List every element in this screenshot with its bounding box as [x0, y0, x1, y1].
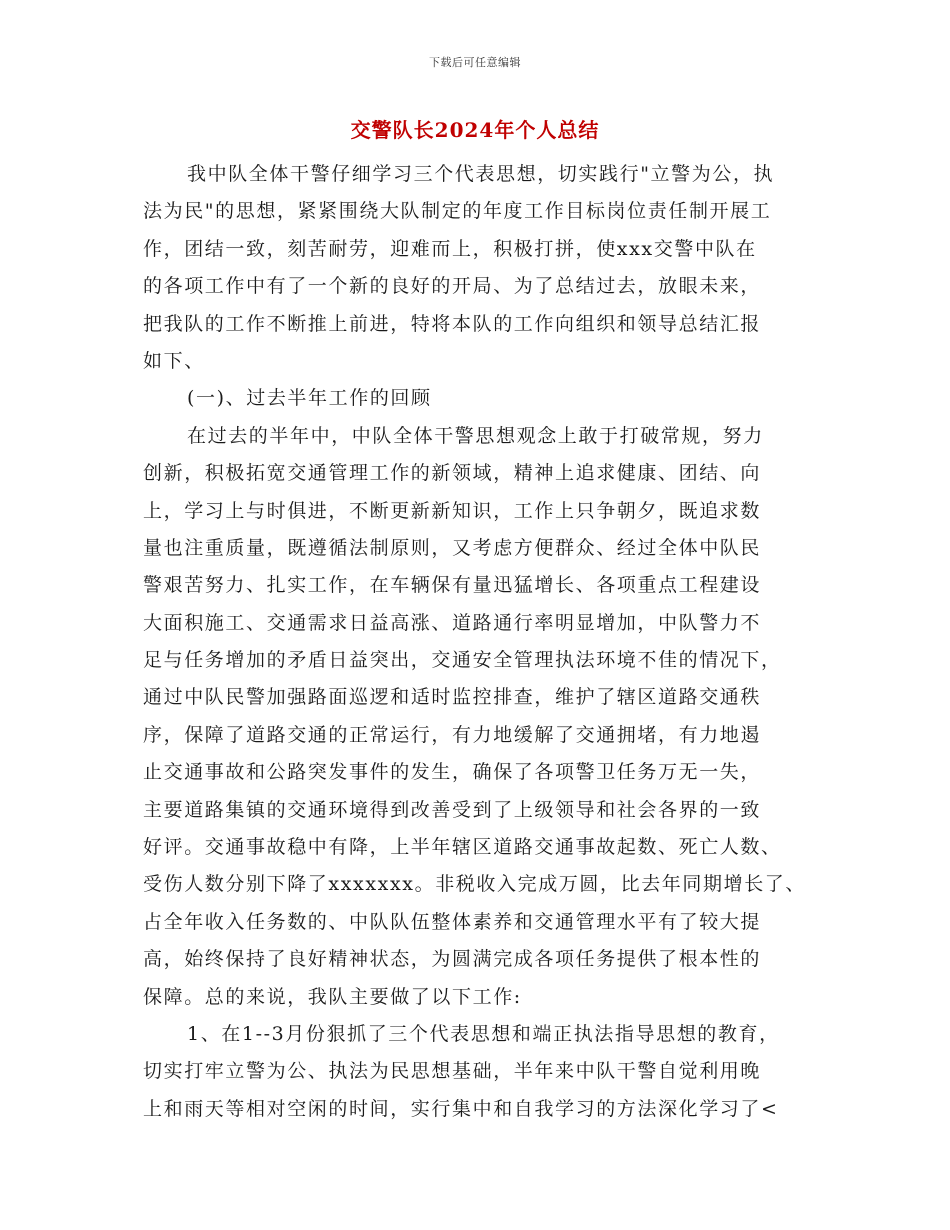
body-line: 好评。交通事故稳中有降，上半年辖区道路交通事故起数、死亡人数、	[143, 836, 782, 859]
body-line: 占全年收入任务数的、中队队伍整体素养和交通管理水平有了较大提	[143, 910, 762, 933]
body-line: 足与任务增加的矛盾日益突出，交通安全管理执法环境不佳的情况下，	[143, 649, 782, 672]
body-line: 上，学习上与时俱进，不断更新新知识，工作上只争朝夕，既追求数	[143, 499, 762, 522]
body-line: 在过去的半年中，中队全体干警思想观念上敢于打破常规，努力	[187, 424, 764, 447]
body-line: 受伤人数分别下降了xxxxxxx。非税收入完成万圆，比去年同期增长了、	[143, 873, 807, 896]
body-line: 大面积施工、交通需求日益高涨、道路通行率明显增加，中队警力不	[143, 611, 762, 634]
body-line: 量也注重质量，既遵循法制原则，又考虑方便群众、经过全体中队民	[143, 536, 762, 559]
body-line: 的各项工作中有了一个新的良好的开局、为了总结过去，放眼未来，	[143, 275, 762, 298]
body-line: 止交通事故和公路突发事件的发生，确保了各项警卫任务万无一失，	[143, 761, 762, 784]
body-line: 通过中队民警加强路面巡逻和适时监控排查，维护了辖区道路交通秩	[143, 686, 762, 709]
document-body	[143, 156, 833, 1128]
header-note: 下载后可任意编辑	[429, 56, 521, 69]
body-line: 主要道路集镇的交通环境得到改善受到了上级领导和社会各界的一致	[143, 798, 762, 821]
body-line: 上和雨天等相对空闲的时间，实行集中和自我学习的方法深化学习了<	[143, 1097, 779, 1120]
body-line: 切实打牢立警为公、执法为民思想基础，半年来中队干警自觉利用晚	[143, 1060, 762, 1083]
section-heading: (一)、过去半年工作的回顾	[187, 387, 432, 410]
document-title: 交警队长2024年个人总结	[350, 118, 600, 142]
body-line: 警艰苦努力、扎实工作，在车辆保有量迅猛增长、各项重点工程建设	[143, 574, 762, 597]
body-line: 序，保障了道路交通的正常运行，有力地缓解了交通拥堵，有力地遏	[143, 723, 762, 746]
body-line: 我中队全体干警仔细学习三个代表思想，切实践行"立警为公，执	[187, 163, 775, 185]
body-line: 保障。总的来说，我队主要做了以下工作:	[143, 985, 522, 1008]
body-line: 把我队的工作不断推上前进，特将本队的工作向组织和领导总结汇报	[143, 312, 762, 335]
body-line: 1、在1--3月份狠抓了三个代表思想和端正执法指导思想的教育，	[187, 1022, 780, 1045]
body-line: 作，团结一致，刻苦耐劳，迎难而上，积极打拼，使xxx交警中队在	[143, 237, 757, 260]
body-line: 高，始终保持了良好精神状态，为圆满完成各项任务提供了根本性的	[143, 948, 762, 971]
body-line: 法为民"的思想，紧紧围绕大队制定的年度工作目标岗位责任制开展工	[143, 200, 772, 223]
body-line: 如下、	[143, 349, 205, 372]
body-line: 创新，积极拓宽交通管理工作的新领域，精神上追求健康、团结、向	[143, 462, 762, 485]
